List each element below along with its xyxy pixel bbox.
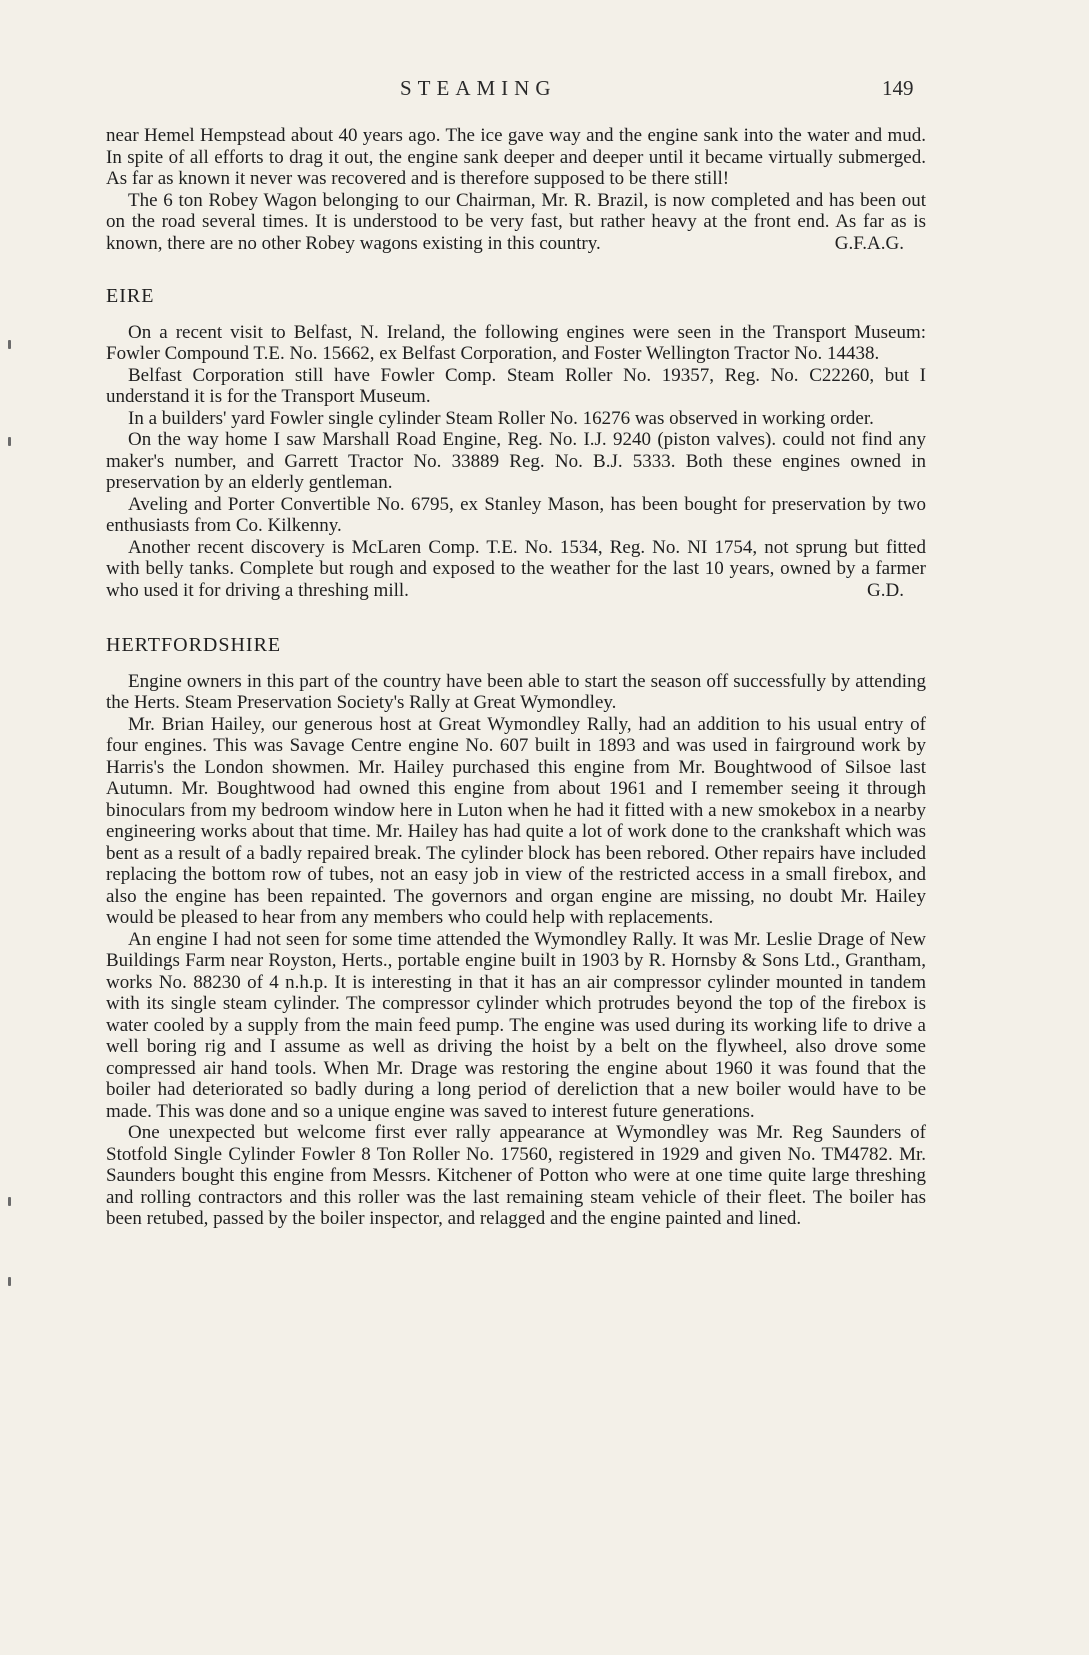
- hertfordshire-paragraph: An engine I had not seen for some time attended the Wymondley Rally. It was Mr. Leslie Drage of New Buildings Farm near Royston, Herts., portable engine built in 1903 by R. Hornsby & Sons Ltd., Grantham, works No. 88230 of 4 n.h.p. It is interesting in that it has an air compressor cylinder mounted in tandem with its single steam cylinder. The compressor cylinder which protrudes beyond the top of the firebox is water cooled by a supply from the main feed pump. The engine was used during its working life to drive a well boring rig and I assume as well as driving the hoist by a belt on the flywheel, also drove some compressed air hand tools. When Mr. Drage was restoring the engine about 1960 it was found that the boiler had deteriorated so badly during a long period of dereliction that a new boiler would have to be made. This was done and so a unique engine was saved to interest future generations.: [106, 928, 926, 1122]
- signature: G.D.: [867, 579, 904, 601]
- intro-paragraph: near Hemel Hempstead about 40 years ago. The ice gave way and the engine sank into the water and mud. In spite of all efforts to drag it out, the engine sank deeper and deeper until it became virtually submerged. As far as known it never was recovered and is therefore supposed to be there still!: [106, 125, 926, 189]
- page-header: [0, 76, 1089, 106]
- eire-paragraph: Belfast Corporation still have Fowler Comp. Steam Roller No. 19357, Reg. No. C22260, but I understand it is for the Transport Museum.: [106, 364, 926, 407]
- hertfordshire-paragraph: One unexpected but welcome first ever rally appearance at Wymondley was Mr. Reg Saunders of Stotfold Single Cylinder Fowler 8 Ton Roller No. 17560, registered in 1929 and given No. TM4782. Mr. Saunders bought this engine from Messrs. Kitchener of Potton who were at one time quite large threshing and rolling contractors and this roller was the last remaining steam vehicle of their fleet. The boiler has been retubed, passed by the boiler inspector, and relagged and the engine painted and lined.: [106, 1122, 926, 1229]
- hertfordshire-paragraph: Mr. Brian Hailey, our generous host at Great Wymondley Rally, had an addition to his usual entry of four engines. This was Savage Centre engine No. 607 built in 1893 and was used in fairground work by Harris's the London showmen. Mr. Hailey purchased this engine from Mr. Boughtwood of Silsoe last Autumn. Mr. Boughtwood had owned this engine from about 1961 and I remember seeing it through binoculars from my bedroom window here in Luton when he had it fitted with a new smokebox in a nearby engineering works about that time. Mr. Hailey has had quite a lot of work done to the crankshaft which was bent as a result of a badly repaired break. The cylinder block has been rebored. Other repairs have included replacing the bottom row of tubes, not an easy job in view of the restricted access in a small firebox, and also the engine has been repainted. The governors and organ engine are missing, no doubt Mr. Hailey would be pleased to hear from any members who could help with replacements.: [106, 713, 926, 928]
- intro-paragraph-text: The 6 ton Robey Wagon belonging to our Chairman, Mr. R. Brazil, is now completed and has been out on the road several times. It is understood to be very fast, but rather heavy at the front end. As far as is known, there are no other Robey wagons existing in this country.: [106, 189, 926, 254]
- hertfordshire-paragraph: Engine owners in this part of the country have been able to start the season off successfully by attending the Herts. Steam Preservation Society's Rally at Great Wymondley.: [106, 670, 926, 713]
- margin-mark: [8, 1277, 11, 1286]
- eire-paragraph: [106, 537, 926, 602]
- section-heading-hertfordshire: HERTFORDSHIRE: [106, 634, 282, 656]
- article-body: [106, 125, 926, 1230]
- eire-paragraph: In a builders' yard Fowler single cylinder Steam Roller No. 16276 was observed in working order.: [128, 407, 874, 429]
- eire-paragraph: On a recent visit to Belfast, N. Ireland, the following engines were seen in the Transport Museum: Fowler Compound T.E. No. 15662, ex Belfast Corporation, and Foster Wellington Tractor No. 14438.: [106, 321, 926, 364]
- section-heading-eire: EIRE: [106, 285, 155, 307]
- page-number: 149: [882, 76, 914, 100]
- signature: G.F.A.G.: [834, 232, 904, 254]
- margin-mark: [8, 1197, 11, 1206]
- running-title: STEAMING: [400, 76, 557, 100]
- margin-mark: [8, 437, 11, 446]
- eire-paragraph: Aveling and Porter Convertible No. 6795, ex Stanley Mason, has been bought for preservation by two enthusiasts from Co. Kilkenny.: [106, 493, 926, 536]
- eire-paragraph: On the way home I saw Marshall Road Engine, Reg. No. I.J. 9240 (piston valves). could not find any maker's number, and Garrett Tractor No. 33889 Reg. No. B.J. 5333. Both these engines owned in preservation by an elderly gentleman.: [106, 429, 926, 493]
- intro-paragraph: [106, 190, 926, 255]
- margin-mark: [8, 340, 11, 349]
- eire-paragraph-text: Another recent discovery is McLaren Comp. T.E. No. 1534, Reg. No. NI 1754, not sprung but fitted with belly tanks. Complete but rough and exposed to the weather for the last 10 years, owned by a farmer who used it for driving a threshing mill.: [106, 536, 926, 601]
